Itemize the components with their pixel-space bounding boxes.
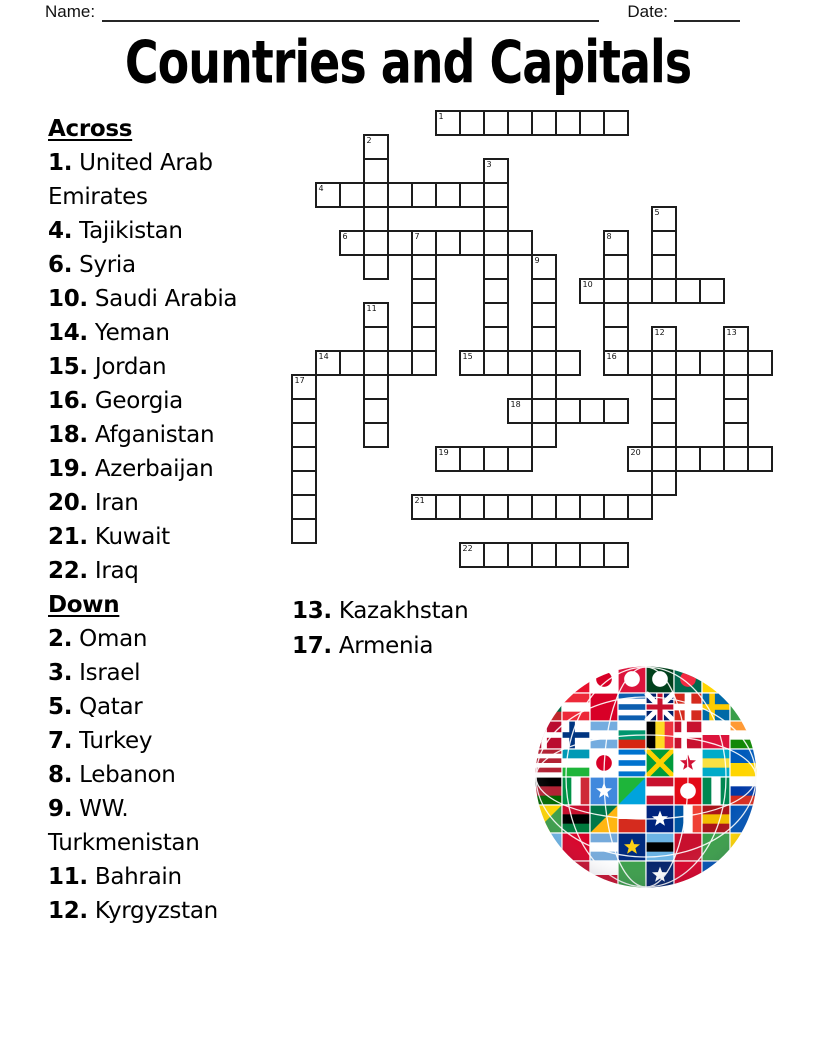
clue-text: Tajikistan	[72, 218, 183, 244]
crossword-cell[interactable]	[483, 326, 509, 352]
across-heading: Across	[48, 116, 133, 142]
clue-item	[48, 282, 253, 316]
crossword-cell[interactable]	[579, 494, 605, 520]
crossword-cell[interactable]	[651, 326, 677, 352]
clue-item	[48, 384, 253, 418]
crossword-cell[interactable]	[603, 494, 629, 520]
crossword-cell[interactable]	[507, 542, 533, 568]
crossword-cell[interactable]	[483, 350, 509, 376]
cell-number: 6	[342, 232, 348, 241]
clue-text: Syria	[72, 252, 136, 278]
crossword-cell[interactable]	[363, 230, 389, 256]
crossword-cell[interactable]	[579, 278, 605, 304]
crossword-cell[interactable]	[435, 182, 461, 208]
clue-item	[48, 452, 253, 486]
crossword-cell[interactable]	[531, 302, 557, 328]
cell-number: 20	[630, 448, 641, 457]
clue-text: Iran	[87, 490, 139, 516]
crossword-cell[interactable]	[291, 518, 317, 544]
crossword-cell[interactable]	[291, 446, 317, 472]
clue-number: 20.	[48, 490, 88, 516]
crossword-cell[interactable]	[363, 302, 389, 328]
crossword-cell[interactable]	[483, 302, 509, 328]
crossword-cell[interactable]	[555, 350, 581, 376]
crossword-cell[interactable]	[363, 398, 389, 424]
cell-number: 15	[462, 352, 473, 361]
crossword-cell[interactable]	[627, 278, 653, 304]
crossword-cell[interactable]	[435, 446, 461, 472]
cell-number: 4	[318, 184, 324, 193]
clue-item	[292, 629, 522, 664]
clue-item	[48, 350, 253, 384]
crossword-cell[interactable]	[339, 230, 365, 256]
clue-text: Israel	[72, 660, 141, 686]
cell-number: 8	[606, 232, 612, 241]
crossword-cell[interactable]	[411, 254, 437, 280]
crossword-cell[interactable]	[699, 446, 725, 472]
crossword-grid	[291, 110, 773, 568]
crossword-cell[interactable]	[363, 134, 389, 160]
crossword-cell[interactable]	[387, 350, 413, 376]
clue-text: WW. Turkmenistan	[48, 796, 200, 856]
cell-number: 3	[486, 160, 492, 169]
clue-number: 8.	[48, 762, 73, 788]
crossword-cell[interactable]	[579, 398, 605, 424]
crossword-cell[interactable]	[603, 254, 629, 280]
clue-number: 5.	[48, 694, 73, 720]
crossword-cell[interactable]	[531, 278, 557, 304]
clue-number: 18.	[48, 422, 88, 448]
name-label: Name:	[45, 2, 96, 21]
cell-number: 21	[414, 496, 425, 505]
clue-number: 13.	[292, 598, 332, 624]
crossword-cell[interactable]	[627, 494, 653, 520]
crossword-cell[interactable]	[507, 350, 533, 376]
clue-number: 16.	[48, 388, 88, 414]
cell-number: 16	[606, 352, 617, 361]
cell-number: 17	[294, 376, 305, 385]
world-flags-globe-image	[535, 666, 757, 888]
crossword-cell[interactable]	[387, 182, 413, 208]
crossword-cell[interactable]	[723, 374, 749, 400]
cell-number: 11	[366, 304, 377, 313]
cell-number: 14	[318, 352, 329, 361]
crossword-cell[interactable]	[483, 158, 509, 184]
crossword-cell[interactable]	[651, 398, 677, 424]
crossword-cell[interactable]	[555, 542, 581, 568]
clue-text: Iraq	[87, 558, 139, 584]
crossword-cell[interactable]	[507, 446, 533, 472]
crossword-cell[interactable]	[459, 182, 485, 208]
crossword-cell[interactable]	[531, 254, 557, 280]
clue-item	[48, 146, 253, 214]
crossword-cell[interactable]	[459, 110, 485, 136]
crossword-cell[interactable]	[531, 422, 557, 448]
crossword-cell[interactable]	[363, 206, 389, 232]
clue-number: 2.	[48, 626, 73, 652]
crossword-cell[interactable]	[459, 350, 485, 376]
clue-item	[48, 860, 253, 894]
globe-svg	[535, 666, 757, 888]
crossword-cell[interactable]	[651, 254, 677, 280]
crossword-cell[interactable]	[435, 494, 461, 520]
clue-text: Lebanon	[72, 762, 176, 788]
crossword-cell[interactable]	[363, 374, 389, 400]
clue-text: Afganistan	[87, 422, 215, 448]
crossword-cell[interactable]	[723, 422, 749, 448]
clue-number: 11.	[48, 864, 88, 890]
crossword-cell[interactable]	[555, 398, 581, 424]
crossword-cell[interactable]	[339, 182, 365, 208]
crossword-cell[interactable]	[675, 278, 701, 304]
clue-number: 22.	[48, 558, 88, 584]
crossword-cell[interactable]	[459, 446, 485, 472]
crossword-cell[interactable]	[603, 350, 629, 376]
clue-number: 17.	[292, 633, 332, 659]
clue-number: 10.	[48, 286, 88, 312]
crossword-cell[interactable]	[651, 422, 677, 448]
crossword-cell[interactable]	[603, 230, 629, 256]
clue-item	[48, 520, 253, 554]
crossword-cell[interactable]	[747, 446, 773, 472]
clue-text: Georgia	[87, 388, 183, 414]
crossword-cell[interactable]	[507, 398, 533, 424]
crossword-cell[interactable]	[699, 350, 725, 376]
crossword-cell[interactable]	[483, 206, 509, 232]
crossword-cell[interactable]	[411, 326, 437, 352]
clue-item	[48, 894, 253, 928]
crossword-cell[interactable]	[603, 302, 629, 328]
clue-number: 7.	[48, 728, 73, 754]
cell-number: 22	[462, 544, 473, 553]
clue-item	[292, 594, 522, 629]
crossword-cell[interactable]	[675, 446, 701, 472]
crossword-cell[interactable]	[411, 230, 437, 256]
clues-left-column	[48, 112, 253, 928]
crossword-cell[interactable]	[291, 398, 317, 424]
clue-item	[48, 248, 253, 282]
crossword-cell[interactable]	[531, 542, 557, 568]
crossword-cell[interactable]	[291, 470, 317, 496]
globe-shading	[536, 667, 757, 888]
crossword-cell[interactable]	[411, 182, 437, 208]
crossword-cell[interactable]	[483, 254, 509, 280]
clue-number: 21.	[48, 524, 88, 550]
crossword-cell[interactable]	[747, 350, 773, 376]
clue-item	[48, 792, 253, 860]
cell-number: 7	[414, 232, 420, 241]
clue-item	[48, 724, 253, 758]
clue-text: Saudi Arabia	[87, 286, 238, 312]
crossword-cell[interactable]	[411, 494, 437, 520]
page-title: Countries and Capitals	[124, 27, 692, 97]
crossword-cell[interactable]	[651, 374, 677, 400]
crossword-cell[interactable]	[723, 350, 749, 376]
clue-text: Armenia	[331, 633, 434, 659]
clue-number: 6.	[48, 252, 73, 278]
clue-item	[48, 316, 253, 350]
clue-text: Kazakhstan	[331, 598, 469, 624]
cell-number: 19	[438, 448, 449, 457]
crossword-cell[interactable]	[483, 446, 509, 472]
clue-text: Yeman	[87, 320, 170, 346]
crossword-cell[interactable]	[507, 494, 533, 520]
cell-number: 12	[654, 328, 665, 337]
clue-number: 19.	[48, 456, 88, 482]
crossword-cell[interactable]	[363, 158, 389, 184]
crossword-cell[interactable]	[459, 230, 485, 256]
crossword-cell[interactable]	[651, 446, 677, 472]
cell-number: 2	[366, 136, 372, 145]
clue-item	[48, 486, 253, 520]
crossword-cell[interactable]	[339, 350, 365, 376]
clue-item	[48, 214, 253, 248]
crossword-cell[interactable]	[723, 446, 749, 472]
clue-text: Turkey	[72, 728, 153, 754]
crossword-cell[interactable]	[363, 350, 389, 376]
crossword-cell[interactable]	[387, 230, 413, 256]
clue-item	[48, 690, 253, 724]
crossword-cell[interactable]	[459, 542, 485, 568]
crossword-cell[interactable]	[555, 110, 581, 136]
cell-number: 10	[582, 280, 593, 289]
crossword-cell[interactable]	[675, 350, 701, 376]
cell-number: 18	[510, 400, 521, 409]
crossword-cell[interactable]	[603, 542, 629, 568]
crossword-cell[interactable]	[723, 326, 749, 352]
down-clue-list	[48, 622, 253, 928]
crossword-cell[interactable]	[483, 230, 509, 256]
crossword-cell[interactable]	[291, 494, 317, 520]
clue-text: Kyrgyzstan	[87, 898, 218, 924]
clue-number: 9.	[48, 796, 73, 822]
clue-number: 15.	[48, 354, 88, 380]
crossword-cell[interactable]	[651, 206, 677, 232]
crossword-cell[interactable]	[531, 110, 557, 136]
crossword-cell[interactable]	[603, 110, 629, 136]
crossword-cell[interactable]	[579, 542, 605, 568]
down-clues-continued	[292, 594, 522, 664]
crossword-cell[interactable]	[507, 230, 533, 256]
crossword-cell[interactable]	[483, 542, 509, 568]
crossword-cell[interactable]	[531, 350, 557, 376]
crossword-cell[interactable]	[363, 182, 389, 208]
clue-text: Oman	[72, 626, 148, 652]
crossword-cell[interactable]	[603, 278, 629, 304]
clue-text: United Arab Emirates	[48, 150, 213, 210]
crossword-cell[interactable]	[315, 182, 341, 208]
crossword-cell[interactable]	[315, 350, 341, 376]
crossword-cell[interactable]	[603, 398, 629, 424]
crossword-cell[interactable]	[627, 350, 653, 376]
clue-item	[48, 622, 253, 656]
cell-number: 5	[654, 208, 660, 217]
crossword-cell[interactable]	[291, 374, 317, 400]
crossword-cell[interactable]	[507, 110, 533, 136]
crossword-cell[interactable]	[555, 494, 581, 520]
crossword-cell[interactable]	[291, 422, 317, 448]
clue-item	[48, 418, 253, 452]
crossword-cell[interactable]	[651, 350, 677, 376]
crossword-cell[interactable]	[363, 254, 389, 280]
crossword-cell[interactable]	[411, 350, 437, 376]
crossword-cell[interactable]	[483, 494, 509, 520]
crossword-cell[interactable]	[723, 398, 749, 424]
crossword-cell[interactable]	[459, 494, 485, 520]
clue-text: Azerbaijan	[87, 456, 214, 482]
clue-item	[48, 656, 253, 690]
crossword-cell[interactable]	[411, 302, 437, 328]
clue-text: Qatar	[72, 694, 143, 720]
crossword-cell[interactable]	[363, 422, 389, 448]
clue-item	[48, 758, 253, 792]
crossword-cell[interactable]	[651, 470, 677, 496]
clue-number: 14.	[48, 320, 88, 346]
crossword-cell[interactable]	[627, 446, 653, 472]
across-clue-list	[48, 146, 253, 588]
clue-text: Jordan	[87, 354, 167, 380]
clue-number: 12.	[48, 898, 88, 924]
clue-number: 3.	[48, 660, 73, 686]
date-label: Date:	[627, 2, 668, 21]
crossword-cell[interactable]	[579, 110, 605, 136]
crossword-cell[interactable]	[651, 278, 677, 304]
clue-number: 1.	[48, 150, 73, 176]
crossword-cell[interactable]	[531, 494, 557, 520]
crossword-cell[interactable]	[435, 110, 461, 136]
crossword-cell[interactable]	[411, 278, 437, 304]
clue-text: Bahrain	[87, 864, 182, 890]
clue-item	[48, 554, 253, 588]
crossword-cell[interactable]	[651, 230, 677, 256]
crossword-cell[interactable]	[483, 182, 509, 208]
clue-text: Kuwait	[87, 524, 170, 550]
cell-number: 1	[438, 112, 444, 121]
cell-number: 9	[534, 256, 540, 265]
crossword-cell[interactable]	[531, 326, 557, 352]
crossword-cell[interactable]	[363, 326, 389, 352]
crossword-cell[interactable]	[435, 230, 461, 256]
crossword-cell[interactable]	[531, 398, 557, 424]
clue-number: 4.	[48, 218, 73, 244]
crossword-cell[interactable]	[531, 374, 557, 400]
cell-number: 13	[726, 328, 737, 337]
crossword-cell[interactable]	[483, 278, 509, 304]
down-heading: Down	[48, 592, 120, 618]
crossword-cell[interactable]	[483, 110, 509, 136]
crossword-cell[interactable]	[603, 326, 629, 352]
crossword-cell[interactable]	[699, 278, 725, 304]
